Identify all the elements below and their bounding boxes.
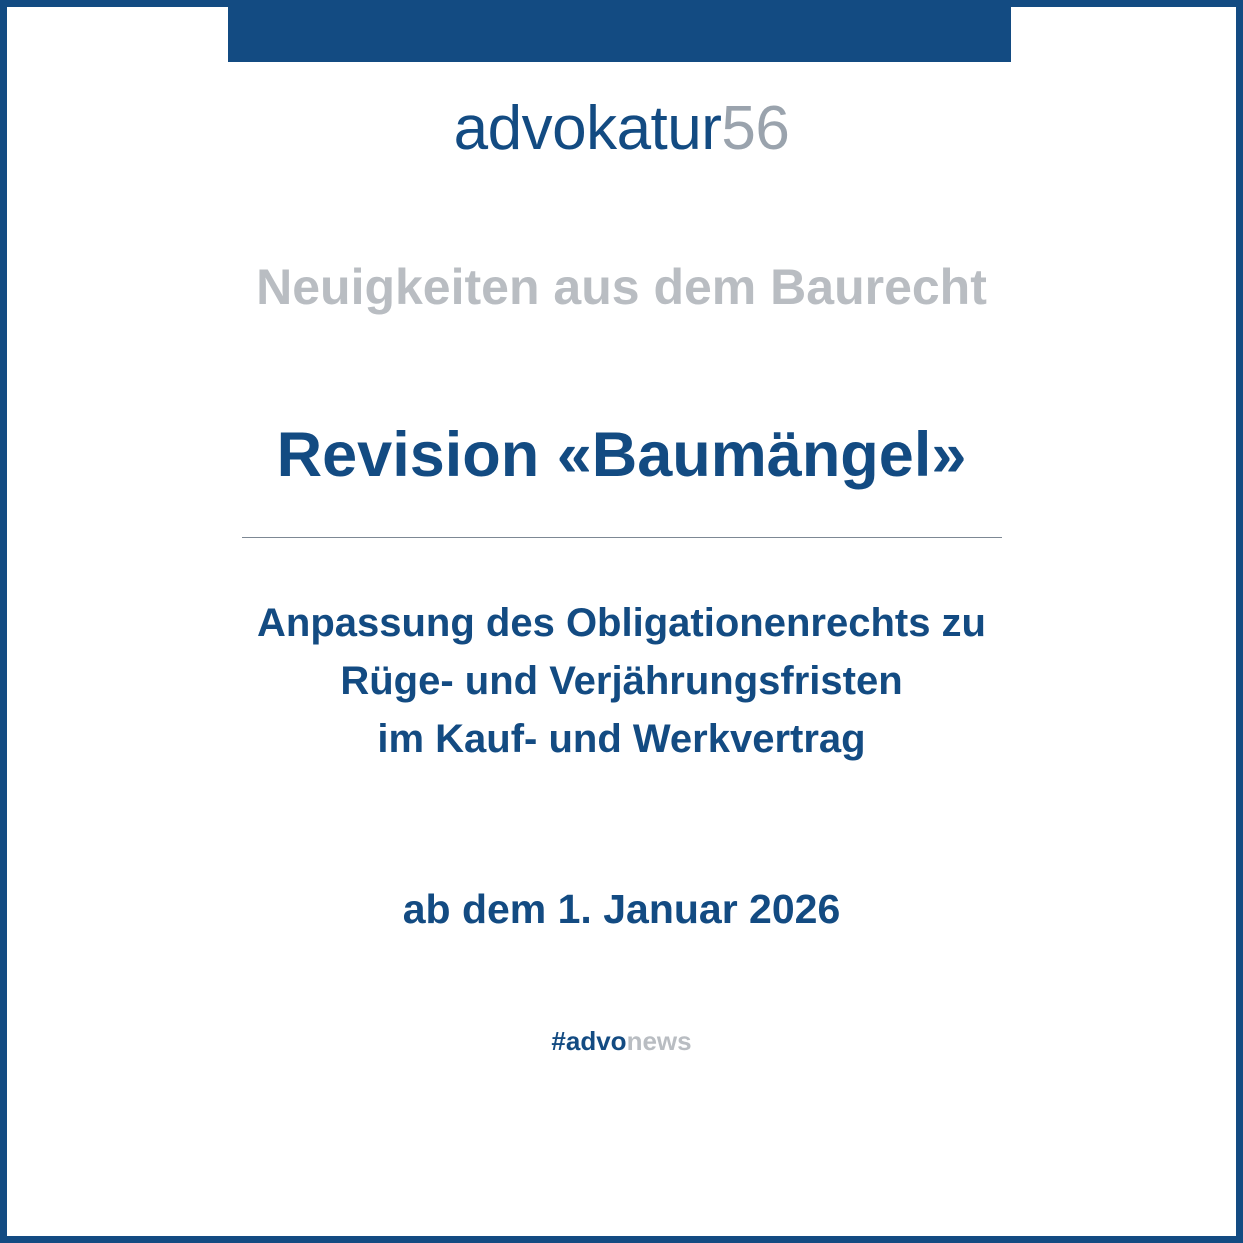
brand-logo [453,94,790,163]
divider [242,537,1002,538]
effective-date: ab dem 1. Januar 2026 [402,886,841,933]
hashtag-suffix: news [626,1026,692,1057]
kicker-text: Neuigkeiten aus dem Baurecht [256,259,987,315]
page-title: Revision «Baumängel» [276,420,967,490]
subtitle-line-1: Anpassung des Obligationenrechts zu [257,601,986,646]
brand-logo-number: 56 [721,94,790,163]
subtitle-line-3: im Kauf- und Werkvertrag [377,717,866,762]
brand-logo-word: advokatur [453,94,722,163]
hashtag [551,1026,692,1057]
subtitle [257,594,986,768]
subtitle-line-2: Rüge- und Verjährungsfristen [340,659,903,704]
hashtag-prefix: #advo [551,1026,627,1057]
